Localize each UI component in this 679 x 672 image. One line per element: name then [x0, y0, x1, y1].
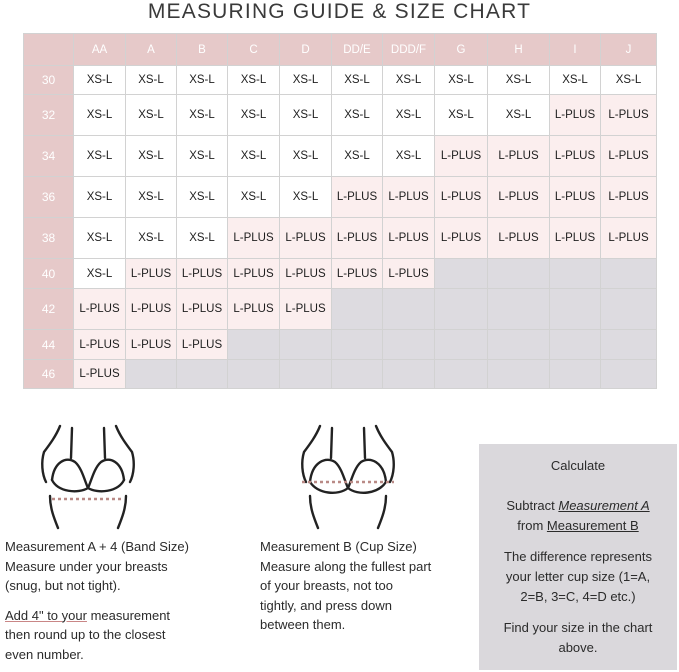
unavailable-cell [126, 360, 177, 389]
size-cell: XS-L [332, 136, 383, 177]
cup-header: AA [74, 34, 126, 66]
unavailable-cell [332, 360, 383, 389]
cup-header: B [177, 34, 228, 66]
size-cell: L-PLUS [550, 95, 601, 136]
size-cell: L-PLUS [74, 289, 126, 330]
unavailable-cell [550, 289, 601, 330]
size-cell: L-PLUS [228, 259, 280, 289]
size-cell: XS-L [74, 259, 126, 289]
torso-band-icon [38, 422, 138, 532]
cup-header: H [488, 34, 550, 66]
size-chart-table [23, 33, 657, 389]
cup-header: I [550, 34, 601, 66]
size-cell: L-PLUS [601, 218, 657, 259]
size-cell: XS-L [550, 66, 601, 95]
calculate-title: Calculate [550, 458, 606, 473]
band-size-cell: 38 [24, 218, 74, 259]
calculate-find [487, 618, 669, 658]
from-prefix: from [517, 518, 547, 533]
size-cell: XS-L [177, 177, 228, 218]
size-cell: XS-L [383, 95, 435, 136]
unavailable-cell [228, 330, 280, 360]
unavailable-cell [280, 330, 332, 360]
size-cell: XS-L [177, 136, 228, 177]
size-cell: XS-L [228, 66, 280, 95]
measurement-b-ref: Measurement B [546, 518, 639, 533]
unavailable-cell [435, 259, 488, 289]
size-cell: XS-L [601, 66, 657, 95]
size-cell: XS-L [383, 66, 435, 95]
page-title: MEASURING GUIDE & SIZE CHART [147, 0, 532, 23]
size-cell: L-PLUS [332, 259, 383, 289]
unavailable-cell [383, 330, 435, 360]
band-size-cell: 34 [24, 136, 74, 177]
size-cell: L-PLUS [383, 218, 435, 259]
calculate-box [479, 444, 677, 670]
find-line2: above. [558, 640, 598, 655]
size-cell: L-PLUS [435, 136, 488, 177]
band-size-cell: 32 [24, 95, 74, 136]
unavailable-cell [488, 289, 550, 330]
measurement-a-ref: Measurement A [558, 498, 650, 513]
size-cell: XS-L [126, 66, 177, 95]
measurement-a-line2: (snug, but not tight). [5, 578, 121, 593]
size-cell: XS-L [228, 136, 280, 177]
unavailable-cell [488, 360, 550, 389]
band-size-cell: 40 [24, 259, 74, 289]
size-cell: XS-L [435, 66, 488, 95]
chart-row [24, 259, 657, 289]
unavailable-cell [280, 360, 332, 389]
unavailable-cell [177, 360, 228, 389]
size-cell: XS-L [228, 177, 280, 218]
size-cell: L-PLUS [435, 177, 488, 218]
size-cell: XS-L [435, 95, 488, 136]
size-cell: L-PLUS [126, 330, 177, 360]
unavailable-cell [332, 289, 383, 330]
size-cell: L-PLUS [488, 218, 550, 259]
chart-row [24, 218, 657, 259]
size-cell: L-PLUS [228, 218, 280, 259]
subtract-prefix: Subtract [506, 498, 559, 513]
unavailable-cell [601, 289, 657, 330]
size-cell: XS-L [74, 95, 126, 136]
chart-row [24, 66, 657, 95]
unavailable-cell [488, 330, 550, 360]
calculate-difference [487, 547, 669, 607]
cup-header: DD/E [332, 34, 383, 66]
measurement-a-add-line [5, 606, 255, 626]
size-cell: XS-L [280, 177, 332, 218]
measurement-a-line4: then round up to the closest [5, 627, 166, 642]
cup-header: C [228, 34, 280, 66]
size-cell: XS-L [488, 66, 550, 95]
size-cell: XS-L [332, 66, 383, 95]
size-cell: L-PLUS [488, 177, 550, 218]
chart-row [24, 95, 657, 136]
measurement-b-text [260, 537, 475, 635]
size-cell: XS-L [74, 177, 126, 218]
size-cell: XS-L [280, 95, 332, 136]
unavailable-cell [435, 330, 488, 360]
size-cell: L-PLUS [601, 177, 657, 218]
size-cell: L-PLUS [550, 218, 601, 259]
size-cell: XS-L [126, 136, 177, 177]
add-4-underlined: Add 4" to your [5, 607, 87, 623]
measurement-b-line1: Measure along the fullest part [260, 558, 432, 574]
band-size-cell: 30 [24, 66, 74, 95]
size-cell: L-PLUS [280, 218, 332, 259]
size-cell: XS-L [177, 66, 228, 95]
unavailable-cell [383, 289, 435, 330]
unavailable-cell [435, 289, 488, 330]
size-cell: L-PLUS [435, 218, 488, 259]
cup-header: G [435, 34, 488, 66]
size-cell: XS-L [74, 66, 126, 95]
band-size-cell: 44 [24, 330, 74, 360]
unavailable-cell [488, 259, 550, 289]
difference-line2: your letter cup size (1=A, [505, 569, 651, 584]
measurement-a-heading: Measurement A + 4 (Band Size) [5, 539, 189, 554]
chart-row [24, 330, 657, 360]
unavailable-cell [383, 360, 435, 389]
band-size-cell: 46 [24, 360, 74, 389]
calculate-subtract [487, 496, 669, 536]
unavailable-cell [550, 259, 601, 289]
band-size-cell: 42 [24, 289, 74, 330]
difference-line1: The difference represents [504, 549, 652, 564]
chart-header-row [24, 34, 657, 66]
unavailable-cell [435, 360, 488, 389]
size-cell: L-PLUS [126, 289, 177, 330]
cup-header: J [601, 34, 657, 66]
measurement-a-line1: Measure under your breasts [5, 558, 168, 574]
size-cell: L-PLUS [74, 360, 126, 389]
measurement-a-text [5, 537, 255, 664]
band-measure-illustration [38, 422, 138, 532]
cup-header: DDD/F [383, 34, 435, 66]
chart-row [24, 136, 657, 177]
add-4-rest: measurement [86, 607, 171, 623]
measurement-a-line5: even number. [5, 646, 84, 662]
size-cell: XS-L [280, 136, 332, 177]
size-cell: XS-L [228, 95, 280, 136]
size-cell: L-PLUS [177, 259, 228, 289]
size-cell: L-PLUS [280, 289, 332, 330]
size-cell: XS-L [126, 218, 177, 259]
unavailable-cell [550, 330, 601, 360]
size-cell: XS-L [177, 95, 228, 136]
difference-line3: 2=B, 3=C, 4=D etc.) [520, 589, 636, 604]
unavailable-cell [601, 259, 657, 289]
cup-measure-illustration [298, 422, 398, 532]
band-size-cell: 36 [24, 177, 74, 218]
torso-cup-icon [298, 422, 398, 532]
unavailable-cell [332, 330, 383, 360]
chart-row [24, 177, 657, 218]
measurement-b-line2: of your breasts, not too [260, 578, 393, 593]
size-cell: L-PLUS [74, 330, 126, 360]
size-cell: XS-L [177, 218, 228, 259]
size-cell: L-PLUS [601, 95, 657, 136]
size-cell: L-PLUS [332, 177, 383, 218]
unavailable-cell [550, 360, 601, 389]
size-cell: L-PLUS [383, 259, 435, 289]
size-cell: L-PLUS [280, 259, 332, 289]
find-line1: Find your size in the chart [503, 620, 653, 635]
size-cell: XS-L [126, 95, 177, 136]
size-cell: L-PLUS [177, 289, 228, 330]
size-cell: L-PLUS [332, 218, 383, 259]
size-cell: XS-L [383, 136, 435, 177]
unavailable-cell [601, 330, 657, 360]
chart-corner-cell [24, 34, 74, 66]
size-cell: L-PLUS [383, 177, 435, 218]
chart-row [24, 289, 657, 330]
size-cell: L-PLUS [228, 289, 280, 330]
size-cell: L-PLUS [126, 259, 177, 289]
cup-header: A [126, 34, 177, 66]
unavailable-cell [601, 360, 657, 389]
size-cell: L-PLUS [177, 330, 228, 360]
measurement-b-line3: tightly, and press down [260, 597, 392, 613]
measurement-b-heading: Measurement B (Cup Size) [260, 539, 417, 554]
size-cell: XS-L [126, 177, 177, 218]
size-cell: L-PLUS [550, 136, 601, 177]
size-cell: L-PLUS [601, 136, 657, 177]
chart-row [24, 360, 657, 389]
unavailable-cell [228, 360, 280, 389]
size-cell: XS-L [74, 218, 126, 259]
size-cell: XS-L [332, 95, 383, 136]
size-cell: L-PLUS [488, 136, 550, 177]
size-cell: XS-L [488, 95, 550, 136]
measurement-b-line4: between them. [260, 617, 346, 632]
size-cell: L-PLUS [550, 177, 601, 218]
size-cell: XS-L [74, 136, 126, 177]
cup-header: D [280, 34, 332, 66]
size-cell: XS-L [280, 66, 332, 95]
